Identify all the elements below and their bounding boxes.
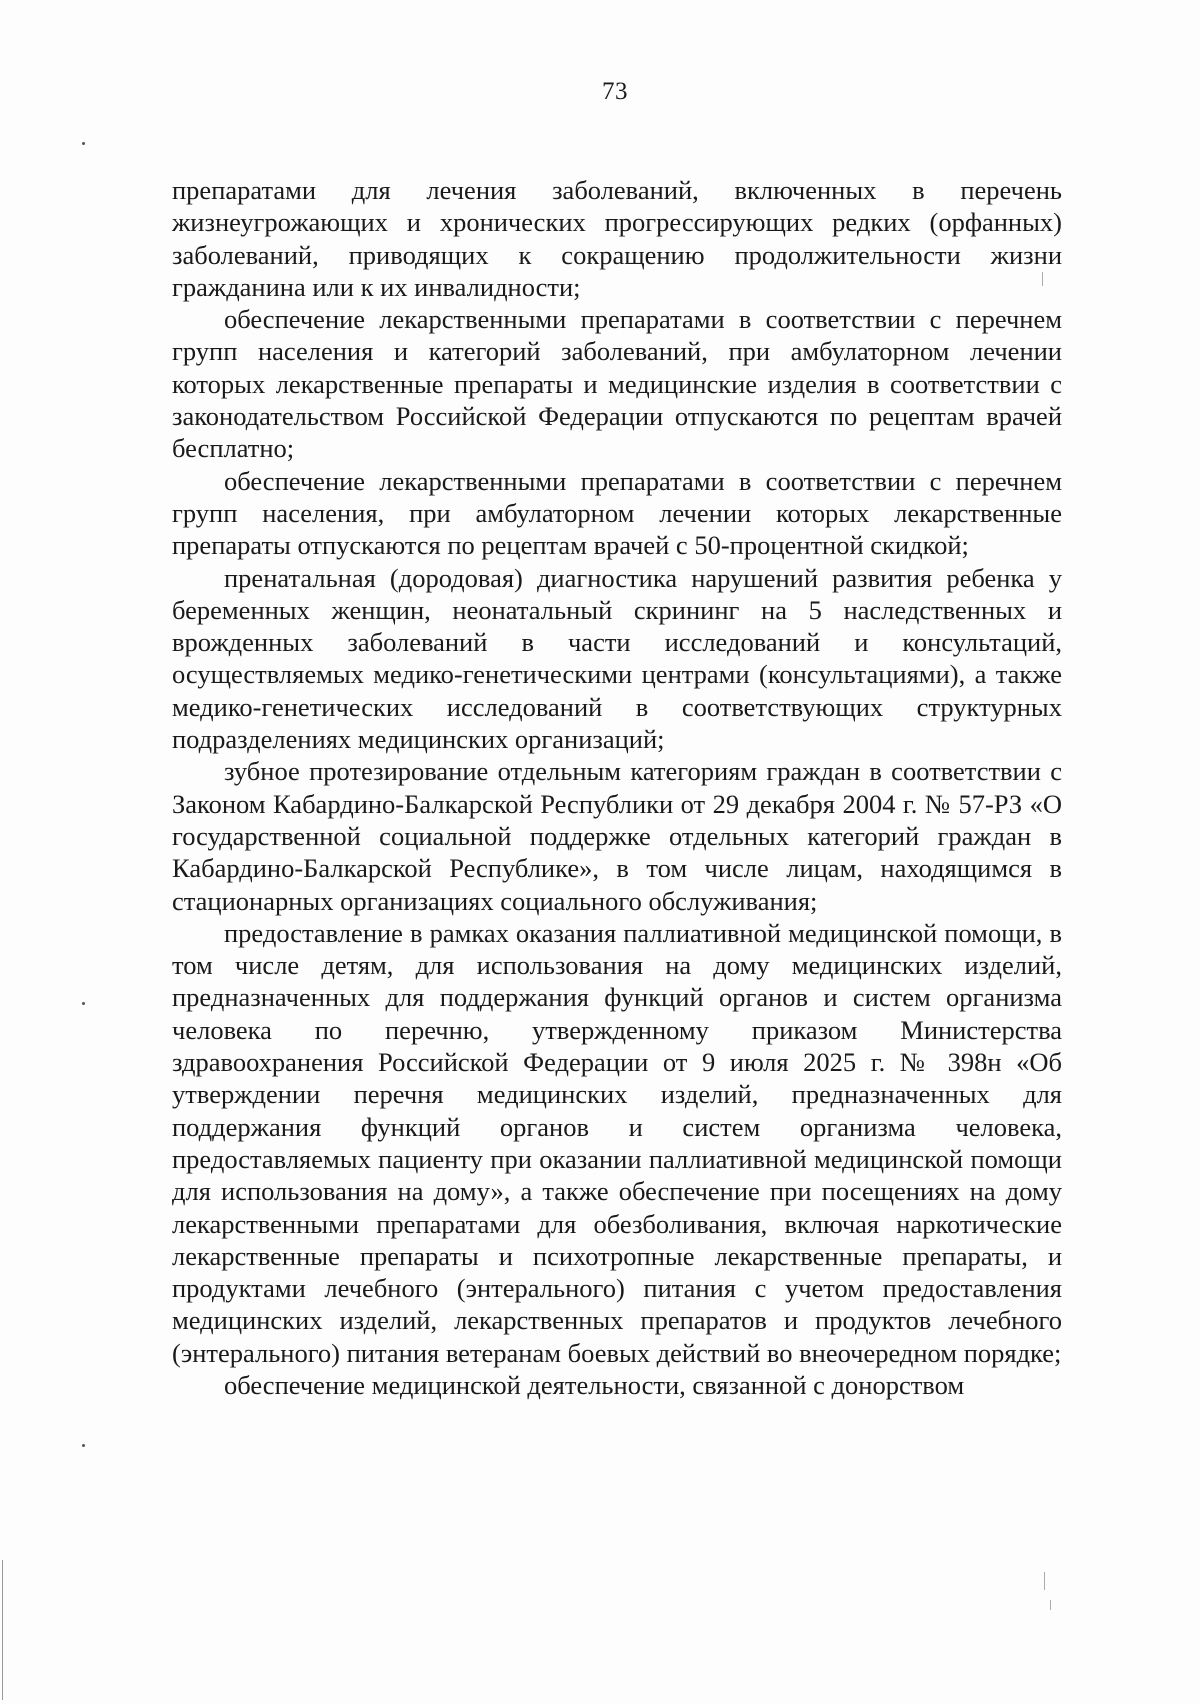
scan-edge-line: [2, 1560, 3, 1700]
paragraph-palliative-care: предоставление в рамках оказания паллиативной медицинской помощи, в том числе детям, для использования на дому медицинских изделий, предназначенных для поддержания функций органов и систем организма человека по перечню, утвержденному приказом Министерства здравоохранения Российской Федерации от 9 июля 2025 г. № 398н «Об утверждении перечня медицинских изделий, предназначенных для поддержания функций органов и систем организма человека, предоставляемых пациенту при оказании паллиативной медицинской помощи для использования на дому», а также обеспечение при посещениях на дому лекарственными препаратами для обезболивания, включая наркотические лекарственные препараты и психотропные лекарственные препараты, и продуктами лечебного (энтерального) питания с учетом предоставления медицинских изделий, лекарственных препаратов и продуктов лечебного (энтерального) питания ветеранам боевых действий во внеочередном порядке;: [172, 917, 1062, 1368]
paragraph-prenatal-diagnostics: пренатальная (дородовая) диагностика нарушений развития ребенка у беременных женщин, неонатальный скрининг на 5 наследственных и врожденных заболеваний в части исследований и консультаций, осуществляемых медико-генетическими центрами (консультациями), а также медико-генетических исследований в соответствующих структурных подразделениях медицинских организаций;: [172, 562, 1062, 755]
document-body: [172, 174, 1062, 1401]
scan-speck: [82, 1002, 85, 1005]
paragraph-discount-prescriptions: обеспечение лекарственными препаратами в соответствии с перечнем групп населения, при амбулаторном лечении которых лекарственные препараты отпускаются по рецептам врачей с 50-процентной скидкой;: [172, 465, 1062, 561]
scan-tick: [1050, 1600, 1051, 1610]
page-number: 73: [602, 78, 628, 105]
paragraph-orphan-diseases: препаратами для лечения заболеваний, включенных в перечень жизнеугрожающих и хронических прогрессирующих редких (орфанных) заболеваний, приводящих к сокращению продолжительности жизни гражданина или к их инвалидности;: [172, 175, 1062, 302]
scan-tick: [1044, 1572, 1045, 1590]
paragraph-donation: обеспечение медицинской деятельности, связанной с донорством: [224, 1369, 965, 1400]
paragraph-free-prescriptions: обеспечение лекарственными препаратами в соответствии с перечнем групп населения и категорий заболеваний, при амбулаторном лечении которых лекарственные препараты и медицинские изделия в соответствии с законодательством Российской Федерации отпускаются по рецептам врачей бесплатно;: [172, 304, 1062, 464]
paragraph-dental-prosthetics: зубное протезирование отдельным категориям граждан в соответствии с Законом Кабардино-Балкарской Республики от 29 декабря 2004 г. № 57-РЗ «О государственной социальной поддержке отдельных категорий граждан в Кабардино-Балкарской Республике», в том числе лицам, находящимся в стационарных организациях социального обслуживания;: [172, 756, 1062, 916]
scan-speck: [82, 142, 85, 145]
scan-speck: [82, 1444, 85, 1447]
